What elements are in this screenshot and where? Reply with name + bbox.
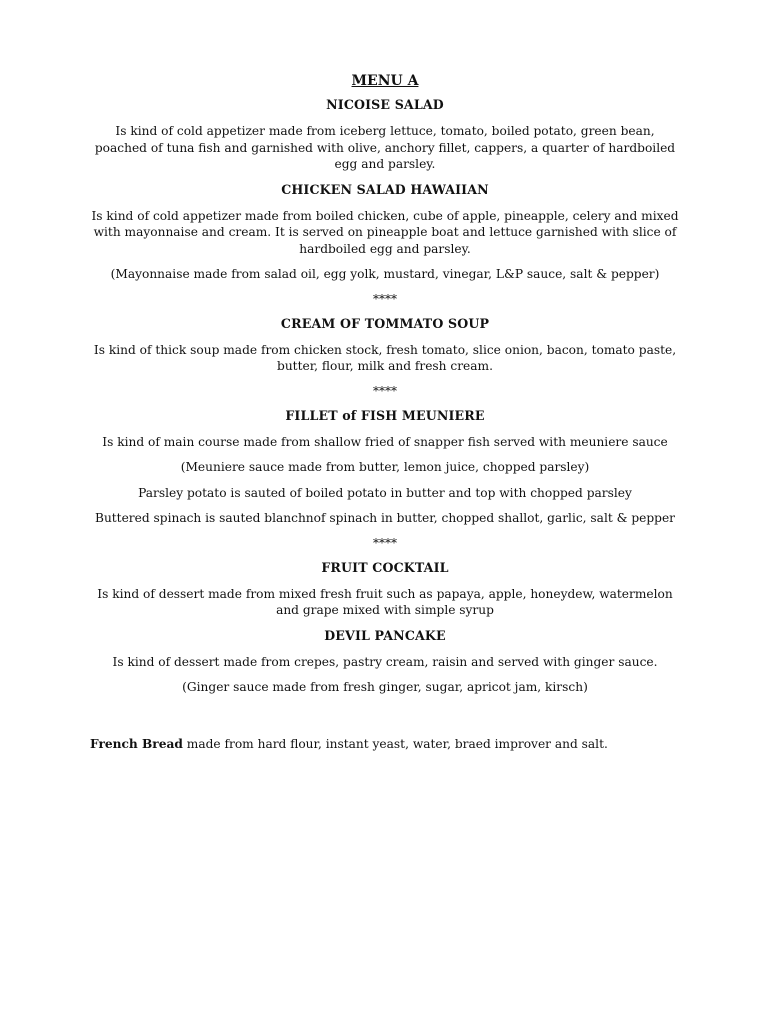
course-separator: **** [373,383,397,398]
fruit-cocktail-description: Is kind of dessert made from mixed fresh fruit such as papaya, apple, honeydew, watermelon and grape mixed with simple syrup [97,586,673,617]
french-bread-text: made from hard flour, instant yeast, water, braed improver and salt. [182,736,608,751]
devil-pancake-heading: DEVIL PANCAKE [324,627,446,643]
chicken-salad-heading: CHICKEN SALAD HAWAIIAN [281,181,489,197]
tomato-soup-heading: CREAM OF TOMMATO SOUP [280,315,490,331]
french-bread-line [90,736,680,752]
mayonnaise-note: (Mayonnaise made from salad oil, egg yolk, mustard, vinegar, L&P sauce, salt & pepper) [110,267,660,281]
course-separator: **** [373,291,397,306]
buttered-spinach-description: Buttered spinach is sauted blanchnof spinach in butter, chopped shallot, garlic, salt & pepper [94,511,675,525]
fish-meuniere-heading: FILLET of FISH MEUNIERE [285,407,485,423]
chicken-salad-description: Is kind of cold appetizer made from boiled chicken, cube of apple, pineapple, celery and mixed with mayonnaise and cream. It is served on pineapple boat and lettuce garnished with slice of hardboiled egg and parsley. [91,208,679,256]
french-bread-label: French Bread [90,736,183,751]
meuniere-sauce-note: (Meuniere sauce made from butter, lemon juice, chopped parsley) [180,460,590,474]
nicoise-salad-description: Is kind of cold appetizer made from iceberg lettuce, tomato, boiled potato, green bean, poached of tuna fish and garnished with olive, anchory fillet, cappers, a quarter of hardboiled egg and parsley. [94,124,676,171]
menu-document [90,72,680,752]
parsley-potato-description: Parsley potato is sauted of boiled potato in butter and top with chopped parsley [138,485,632,500]
tomato-soup-description: Is kind of thick soup made from chicken stock, fresh tomato, slice onion, bacon, tomato paste, butter, flour, milk and fresh cream. [93,342,677,373]
nicoise-salad-heading: NICOISE SALAD [326,97,444,112]
course-separator: **** [373,535,397,550]
menu-title: MENU A [351,73,419,89]
ginger-sauce-note: (Ginger sauce made from fresh ginger, sugar, apricot jam, kirsch) [182,680,588,694]
fish-meuniere-description: Is kind of main course made from shallow fried of snapper fish served with meuniere sauce [102,434,668,449]
devil-pancake-description: Is kind of dessert made from crepes, pastry cream, raisin and served with ginger sauce. [112,654,658,669]
fruit-cocktail-heading: FRUIT COCKTAIL [321,559,449,575]
